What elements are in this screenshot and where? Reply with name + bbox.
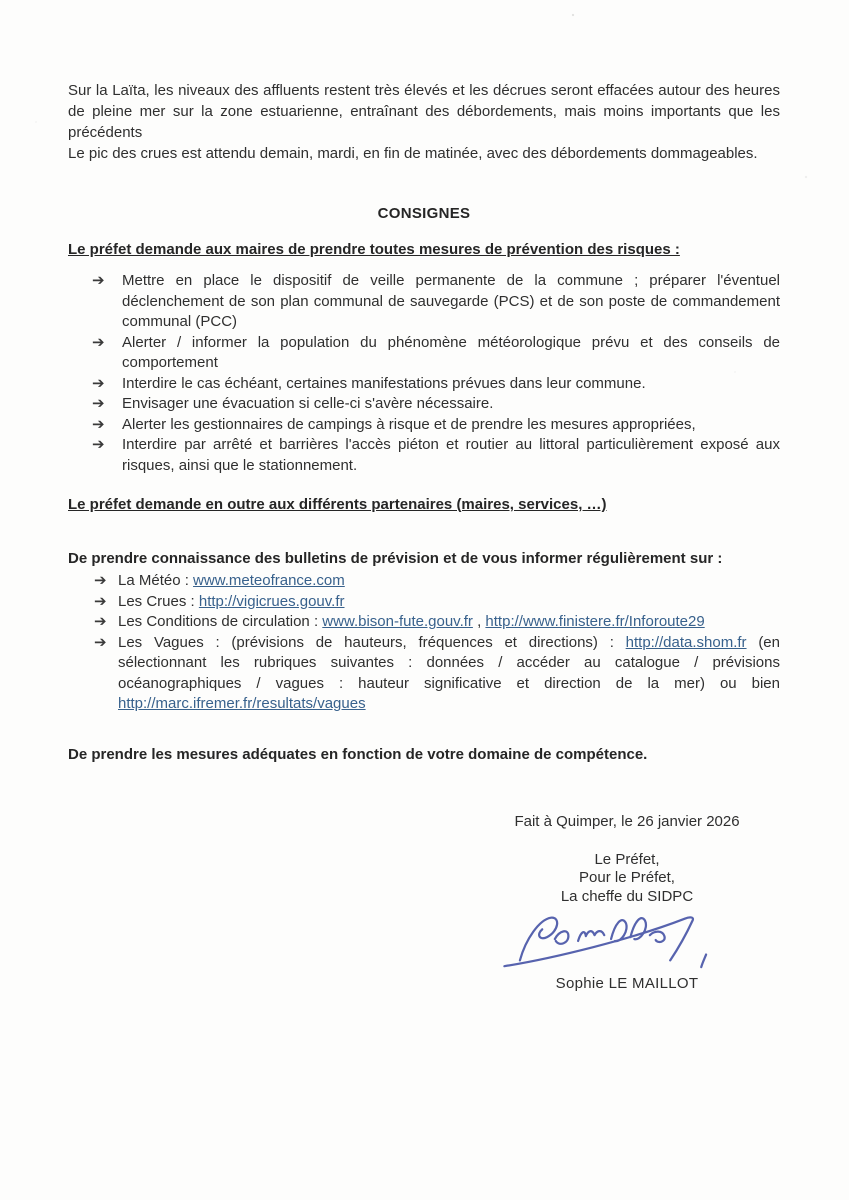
list-item bbox=[68, 435, 780, 476]
list-item bbox=[68, 271, 780, 333]
arrow-bullet-icon: ➔ bbox=[94, 572, 107, 589]
external-link[interactable]: http://data.shom.fr bbox=[625, 633, 747, 651]
list-item bbox=[68, 592, 780, 613]
signature-title-line: Pour le Préfet, bbox=[579, 869, 675, 886]
signature-title-line: La cheffe du SIDPC bbox=[560, 887, 694, 905]
list-item bbox=[68, 612, 780, 633]
signature-titles bbox=[472, 851, 782, 907]
arrow-bullet-icon: ➔ bbox=[92, 333, 105, 351]
external-link[interactable]: http://www.finistere.fr/Inforoute29 bbox=[485, 613, 705, 630]
arrow-bullet-icon: ➔ bbox=[92, 374, 105, 392]
mayors-heading: Le préfet demande aux maires de prendre toutes mesures de prévention des risques : bbox=[68, 241, 680, 258]
list-item-text: Envisager une évacuation si celle-ci s'avère nécessaire. bbox=[122, 395, 494, 412]
external-link[interactable]: http://marc.ifremer.fr/resultats/vagues bbox=[118, 695, 366, 712]
list-item bbox=[68, 633, 780, 715]
arrow-bullet-icon: ➔ bbox=[92, 436, 105, 453]
intro-section bbox=[68, 80, 780, 164]
arrow-bullet-icon: ➔ bbox=[94, 613, 107, 630]
list-item bbox=[68, 571, 780, 592]
arrow-bullet-icon: ➔ bbox=[94, 633, 107, 651]
arrow-bullet-icon: ➔ bbox=[94, 592, 107, 610]
list-item-text: Mettre en place le dispositif de veille permanente de la commune ; préparer l'éventuel déclenchement de son plan communal de sauvegarde (PCS) et de son poste de commandement communal (PCC) bbox=[122, 272, 780, 330]
consignes-title: CONSIGNES bbox=[377, 205, 471, 222]
list-item bbox=[68, 415, 780, 436]
list-item bbox=[68, 374, 780, 395]
list-item-text: La Météo : www.meteofrance.com bbox=[118, 572, 345, 589]
external-link[interactable]: www.bison-fute.gouv.fr bbox=[322, 613, 473, 630]
prevention-measures-list bbox=[68, 271, 780, 476]
arrow-bullet-icon: ➔ bbox=[92, 272, 105, 289]
signature-block bbox=[472, 811, 782, 995]
external-link[interactable]: http://vigicrues.gouv.fr bbox=[198, 592, 345, 610]
intro-paragraph: Sur la Laïta, les niveaux des affluents restent très élevés et les décrues seront effacées autour des heures de pleine mer sur la zone estuarienne, entraînant des débordements, mais moins importants que les précédents bbox=[68, 82, 780, 141]
list-item-text: Les Vagues : (prévisions de hauteurs, fréquences et directions) : http://data.shom.fr (en sélectionnant les rubriques suivantes : données / accéder au catalogue / prévisions océanographiques / vagues : hauteur significative et direction de la mer) ou bien http://marc.ifremer.fr/resultats/vagues bbox=[118, 633, 780, 712]
handwritten-signature-icon bbox=[495, 908, 731, 972]
list-item-text: Interdire le cas échéant, certaines manifestations prévues dans leur commune. bbox=[122, 374, 646, 392]
signature-title-line: Le Préfet, bbox=[594, 850, 660, 868]
list-item-text: Interdire par arrêté et barrières l'accès piéton et routier au littoral particulièrement exposé aux risques, ainsi que le stationnement. bbox=[122, 436, 780, 474]
list-item-text: Alerter / informer la population du phénomène météorologique prévu et des conseils de comportement bbox=[122, 333, 780, 371]
measures-line: De prendre les mesures adéquates en fonction de votre domaine de compétence. bbox=[68, 745, 648, 763]
list-item-text: Les Conditions de circulation : www.bison-fute.gouv.fr , http://www.finistere.fr/Inforoute29 bbox=[118, 613, 705, 630]
external-link[interactable]: www.meteofrance.com bbox=[193, 572, 345, 589]
list-item-text: Les Crues : http://vigicrues.gouv.fr bbox=[118, 592, 345, 610]
list-item bbox=[68, 333, 780, 374]
list-item bbox=[68, 394, 780, 415]
flood-peak-line: Le pic des crues est attendu demain, mardi, en fin de matinée, avec des débordements dommageables. bbox=[68, 145, 758, 162]
info-links-list bbox=[68, 571, 780, 715]
arrow-bullet-icon: ➔ bbox=[92, 415, 105, 433]
arrow-bullet-icon: ➔ bbox=[92, 395, 105, 412]
signatory-name: Sophie LE MAILLOT bbox=[555, 975, 699, 992]
partners-heading: Le préfet demande en outre aux différents partenaires (maires, services, …) bbox=[68, 496, 607, 513]
bulletins-heading: De prendre connaissance des bulletins de prévision et de vous informer régulièrement sur : bbox=[68, 550, 723, 567]
list-item-text: Alerter les gestionnaires de campings à risque et de prendre les mesures appropriées, bbox=[122, 415, 696, 433]
place-date-line: Fait à Quimper, le 26 janvier 2026 bbox=[514, 812, 740, 830]
